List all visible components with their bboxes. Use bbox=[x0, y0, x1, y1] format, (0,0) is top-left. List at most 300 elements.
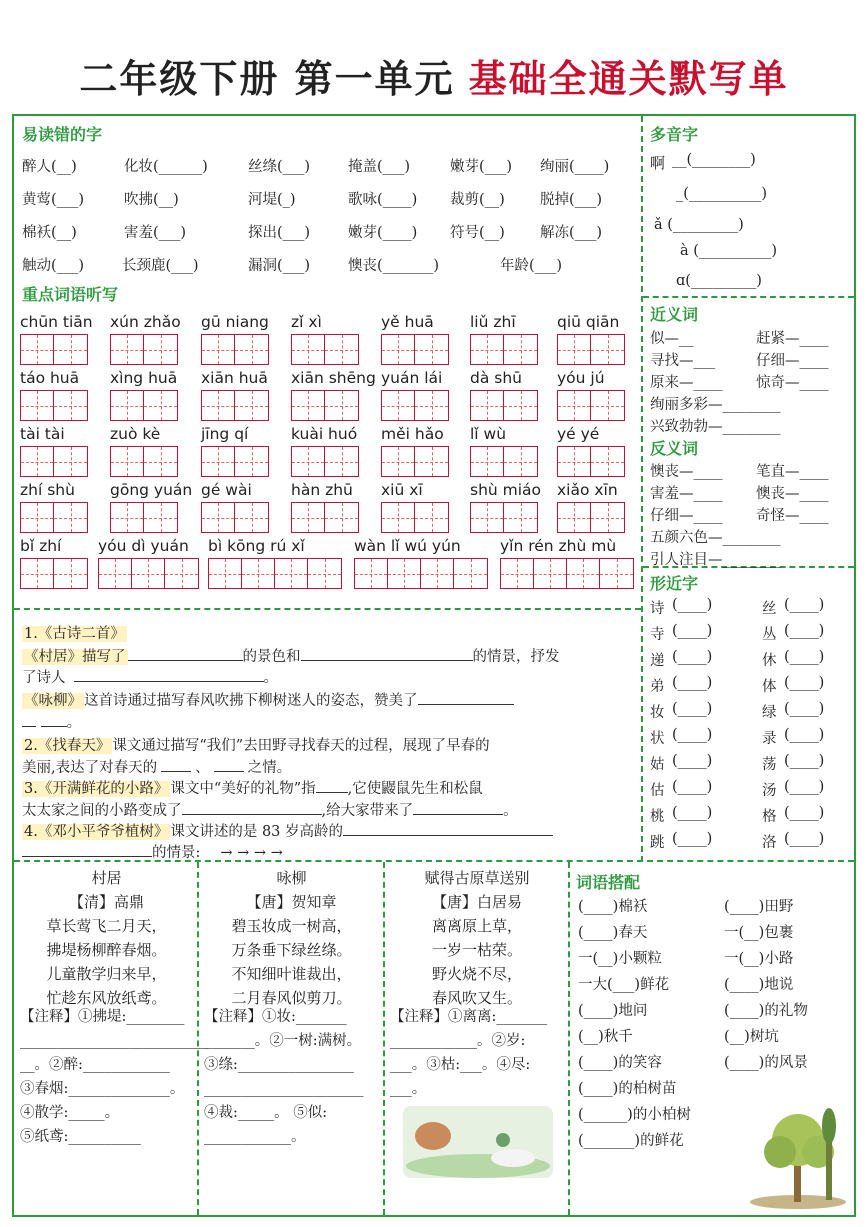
vocab-pinyin: bì kōng rú xǐ bbox=[208, 537, 305, 555]
similar-blank: (____) bbox=[672, 597, 713, 613]
vocab-grid bbox=[201, 334, 269, 365]
grid-cell[interactable] bbox=[111, 503, 144, 532]
poem-title: 村居 bbox=[91, 869, 122, 887]
vocab-pinyin: zǐ xì bbox=[291, 313, 322, 331]
grid-cell[interactable] bbox=[382, 391, 415, 420]
grid-cell[interactable] bbox=[504, 391, 537, 420]
collocate-item: (____)春天 bbox=[578, 925, 648, 941]
grid-cell[interactable] bbox=[471, 335, 504, 364]
poem-note: __________________________ bbox=[20, 1033, 209, 1049]
vocab-pinyin: jīng qí bbox=[201, 425, 249, 443]
vocab-grid bbox=[20, 558, 88, 589]
poem-line: 忙趁东风放纸鸢。 bbox=[46, 989, 167, 1007]
grid-cell[interactable] bbox=[591, 391, 624, 420]
poem-author: 【唐】白居易 bbox=[431, 893, 522, 911]
vocab-pinyin: xiǎo xīn bbox=[557, 481, 618, 499]
tree-illustration bbox=[748, 1102, 848, 1210]
similar-blank: (____) bbox=[784, 779, 825, 795]
easy-word: 嫩芽(____) bbox=[348, 225, 418, 241]
divider-poly bbox=[643, 296, 854, 298]
collocate-item: (______)的小柏树 bbox=[578, 1107, 691, 1123]
grid-cell[interactable] bbox=[144, 447, 177, 476]
easy-word: 长颈鹿(___) bbox=[122, 258, 199, 274]
easy-word: 吹拂(__) bbox=[124, 192, 179, 208]
vocab-grid bbox=[20, 334, 88, 365]
vocab-grid bbox=[201, 390, 269, 421]
similar-blank: (____) bbox=[672, 727, 713, 743]
similar-char: 估 bbox=[650, 783, 665, 799]
collocate-item: 一(__)包裹 bbox=[724, 925, 794, 941]
fill-line-1: 1.《古诗二首》 bbox=[24, 626, 125, 642]
vocab-pinyin: měi hǎo bbox=[381, 425, 444, 443]
vocab-grid bbox=[470, 390, 538, 421]
grid-cell[interactable] bbox=[99, 559, 132, 588]
grid-cell[interactable] bbox=[111, 447, 144, 476]
vocab-grid bbox=[381, 502, 449, 533]
similar-char: 录 bbox=[762, 731, 777, 747]
poem-line: 一岁一枯荣。 bbox=[431, 941, 522, 959]
easy-word: 黄莺(___) bbox=[22, 192, 85, 208]
vocab-grid bbox=[381, 334, 449, 365]
poly-reading: ǎ (_________) bbox=[654, 217, 744, 233]
ant-item: 奇怪—____ bbox=[756, 508, 829, 524]
grid-cell[interactable] bbox=[21, 503, 54, 532]
collocate-item: (____)的笑容 bbox=[578, 1055, 662, 1071]
grid-cell[interactable] bbox=[202, 391, 235, 420]
vocab-pinyin: xiū xī bbox=[381, 481, 423, 499]
easy-word: 棉袄(__) bbox=[22, 225, 77, 241]
easy-word: 探出(___) bbox=[248, 225, 311, 241]
ant-item: 害羞—____ bbox=[650, 486, 723, 502]
grid-cell[interactable] bbox=[325, 447, 358, 476]
fill-line-9: 太太家之间的小路变成了 ,给大家带来了 。 bbox=[22, 803, 518, 819]
vocab-grid bbox=[557, 502, 625, 533]
ant-item: 懊丧—____ bbox=[756, 486, 829, 502]
similar-char: 弟 bbox=[650, 679, 665, 695]
grid-cell[interactable] bbox=[54, 447, 87, 476]
grid-cell[interactable] bbox=[421, 559, 454, 588]
poem-title: 赋得古原草送别 bbox=[424, 869, 530, 887]
grid-cell[interactable] bbox=[504, 335, 537, 364]
vocab-grid bbox=[354, 558, 488, 589]
poly-reading: _(__________) bbox=[676, 186, 768, 202]
vocab-pinyin: yuán lái bbox=[381, 369, 443, 387]
vocab-grid bbox=[110, 390, 178, 421]
grid-cell[interactable] bbox=[209, 559, 242, 588]
poem-note: ______________________ bbox=[204, 1081, 364, 1097]
vocab-pinyin: tài tài bbox=[20, 425, 65, 443]
vocab-pinyin: yǐn rén zhù mù bbox=[500, 537, 617, 555]
easy-word: 河堤(_) bbox=[248, 192, 296, 208]
grid-cell[interactable] bbox=[21, 559, 54, 588]
grid-cell[interactable] bbox=[275, 559, 308, 588]
vocab-pinyin: yé yé bbox=[557, 425, 600, 443]
poem-line: 不知细叶谁裁出， bbox=[231, 965, 352, 983]
grid-cell[interactable] bbox=[235, 447, 268, 476]
grid-cell[interactable] bbox=[415, 447, 448, 476]
fill-line-8: 3.《开满鲜花的小路》 课文中“美好的礼物”指 ,它使鼹鼠先生和松鼠 bbox=[24, 781, 483, 797]
title-grade: 二年级下册 第一单元 bbox=[79, 57, 455, 101]
grid-cell[interactable] bbox=[591, 447, 624, 476]
fill-line-7: 美丽,表达了对春天的 、 之情。 bbox=[22, 760, 292, 776]
grid-cell[interactable] bbox=[21, 335, 54, 364]
fill-line-5: 。 bbox=[22, 711, 81, 732]
poem-note: 【注释】①妆:_______ bbox=[204, 1009, 347, 1025]
poem-note: ④裁:_____。 ⑤似: bbox=[204, 1105, 328, 1121]
easy-word: 触动(___) bbox=[22, 258, 85, 274]
poem-title: 咏柳 bbox=[276, 869, 307, 887]
collocate-item: (____)田野 bbox=[724, 899, 794, 915]
poem-line: 离离原上草， bbox=[431, 917, 522, 935]
poem-illustration bbox=[403, 1106, 553, 1178]
fill-line-3: 了诗人 。 bbox=[22, 670, 278, 686]
poem-line: 万条垂下绿丝绦。 bbox=[231, 941, 352, 959]
grid-cell[interactable] bbox=[325, 335, 358, 364]
similar-char: 汤 bbox=[762, 783, 777, 799]
grid-cell[interactable] bbox=[415, 503, 448, 532]
poem-note: ③春烟:______________。 bbox=[20, 1081, 185, 1097]
vocab-grid bbox=[291, 502, 359, 533]
collocate-item: (____)地说 bbox=[724, 977, 794, 993]
poly-char: 啊 bbox=[650, 154, 666, 172]
vocab-grid bbox=[201, 446, 269, 477]
vocab-pinyin: gū niang bbox=[201, 313, 269, 331]
similar-char: 丛 bbox=[762, 627, 777, 643]
grid-cell[interactable] bbox=[355, 559, 388, 588]
vocab-grid bbox=[470, 446, 538, 477]
vocab-grid bbox=[557, 390, 625, 421]
vocab-pinyin: yóu dì yuán bbox=[98, 537, 189, 555]
page-title bbox=[0, 48, 868, 103]
vocab-pinyin: shù miáo bbox=[470, 481, 542, 499]
grid-cell[interactable] bbox=[292, 447, 325, 476]
poem-note: ⑤纸鸢:__________ bbox=[20, 1129, 141, 1145]
similar-char: 洛 bbox=[762, 835, 777, 851]
vocab-pinyin: chūn tiān bbox=[20, 313, 93, 331]
fill-line-10: 4.《邓小平爷爷植树》 课文讲述的是 83 岁高龄的 bbox=[22, 820, 553, 841]
divider-poem3 bbox=[568, 862, 570, 1215]
collocate-item: (____)的礼物 bbox=[724, 1003, 808, 1019]
fill-line-2: 《村居》描写了 的景色和 的情景，抒发 bbox=[24, 649, 560, 665]
vocab-pinyin: xún zhǎo bbox=[110, 313, 181, 331]
grid-cell[interactable] bbox=[165, 559, 198, 588]
poem-note: ___。 bbox=[390, 1081, 427, 1097]
easy-word: 裁剪(__) bbox=[450, 192, 505, 208]
section-heading-antonym: 反义词 bbox=[650, 439, 699, 458]
poem-note: ____________。②岁: bbox=[390, 1033, 526, 1049]
grid-cell[interactable] bbox=[415, 335, 448, 364]
grid-cell[interactable] bbox=[21, 447, 54, 476]
similar-char: 桃 bbox=[650, 809, 665, 825]
vocab-grid bbox=[291, 390, 359, 421]
vocab-pinyin: táo huā bbox=[20, 369, 80, 387]
ant-long-item: 五颜六色—________ bbox=[650, 530, 781, 546]
vocab-grid bbox=[291, 334, 359, 365]
vocab-grid bbox=[20, 446, 88, 477]
similar-blank: (____) bbox=[672, 623, 713, 639]
vocab-pinyin: xiān shēng bbox=[291, 369, 376, 387]
syn-item: 原来—____ bbox=[650, 375, 723, 391]
similar-char: 格 bbox=[762, 809, 777, 825]
ant-item: 仔细—____ bbox=[650, 508, 723, 524]
poem-line: 拂堤杨柳醉春烟。 bbox=[46, 941, 167, 959]
grid-cell[interactable] bbox=[54, 335, 87, 364]
similar-blank: (____) bbox=[672, 753, 713, 769]
grid-cell[interactable] bbox=[591, 503, 624, 532]
section-heading-synonym: 近义词 bbox=[650, 305, 699, 324]
grid-cell[interactable] bbox=[382, 335, 415, 364]
poly-reading: __(________) bbox=[672, 152, 756, 168]
vocab-pinyin: zuò kè bbox=[110, 425, 161, 443]
similar-char: 妆 bbox=[650, 705, 665, 721]
grid-cell[interactable] bbox=[558, 503, 591, 532]
easy-word: 符号(__) bbox=[450, 225, 505, 241]
similar-blank: (____) bbox=[784, 623, 825, 639]
grid-cell[interactable] bbox=[21, 391, 54, 420]
similar-blank: (____) bbox=[672, 831, 713, 847]
vocab-grid bbox=[291, 446, 359, 477]
similar-blank: (____) bbox=[784, 675, 825, 691]
easy-word: 漏洞(___) bbox=[248, 258, 311, 274]
poem-line: 碧玉妆成一树高， bbox=[231, 917, 352, 935]
grid-cell[interactable] bbox=[600, 559, 633, 588]
grid-cell[interactable] bbox=[501, 559, 534, 588]
poem-note: 【注释】①拂堤:________ bbox=[20, 1009, 185, 1025]
grid-cell[interactable] bbox=[382, 447, 415, 476]
vocab-pinyin: bǐ zhí bbox=[20, 537, 62, 555]
vocab-grid bbox=[110, 334, 178, 365]
grid-cell[interactable] bbox=[235, 335, 268, 364]
similar-blank: (____) bbox=[672, 649, 713, 665]
vocab-grid bbox=[20, 502, 88, 533]
grid-cell[interactable] bbox=[242, 559, 275, 588]
poem-note: 【注释】①离离:_______ bbox=[390, 1009, 548, 1025]
similar-char: 绿 bbox=[762, 705, 777, 721]
easy-word: 年龄(___) bbox=[500, 258, 563, 274]
vocab-pinyin: liǔ zhī bbox=[470, 313, 516, 331]
grid-cell[interactable] bbox=[325, 503, 358, 532]
similar-char: 体 bbox=[762, 679, 777, 695]
poly-reading: ɑ(_________) bbox=[676, 273, 762, 289]
similar-blank: (____) bbox=[672, 805, 713, 821]
similar-char: 跳 bbox=[650, 835, 665, 851]
collocate-item: (_______)的鲜花 bbox=[578, 1133, 684, 1149]
section-heading-similar: 形近字 bbox=[650, 574, 699, 593]
easy-word: 丝绦(___) bbox=[248, 159, 311, 175]
poem-note: ④散学:_____。 bbox=[20, 1105, 120, 1121]
grid-cell[interactable] bbox=[471, 447, 504, 476]
grid-cell[interactable] bbox=[144, 391, 177, 420]
grid-cell[interactable] bbox=[591, 335, 624, 364]
vocab-grid bbox=[381, 390, 449, 421]
collocate-item: (____)棉袄 bbox=[578, 899, 648, 915]
syn-long-item: 绚丽多彩—________ bbox=[650, 397, 781, 413]
grid-cell[interactable] bbox=[202, 335, 235, 364]
poem-line: 草长莺飞二月天， bbox=[46, 917, 167, 935]
grid-cell[interactable] bbox=[54, 391, 87, 420]
similar-char: 休 bbox=[762, 653, 777, 669]
similar-blank: (____) bbox=[784, 701, 825, 717]
vocab-grid bbox=[381, 446, 449, 477]
section-heading-collocate: 词语搭配 bbox=[576, 873, 641, 892]
grid-cell[interactable] bbox=[308, 559, 341, 588]
divider-fill-top bbox=[14, 608, 641, 610]
ant-item: 笔直—____ bbox=[756, 464, 829, 480]
section-heading-vocab: 重点词语听写 bbox=[22, 285, 119, 304]
vocab-pinyin: kuài huó bbox=[291, 425, 358, 443]
similar-char: 丝 bbox=[762, 601, 777, 617]
similar-char: 诗 bbox=[650, 601, 665, 617]
similar-blank: (____) bbox=[672, 701, 713, 717]
collocate-item: (__)秋千 bbox=[578, 1029, 633, 1045]
grid-cell[interactable] bbox=[415, 391, 448, 420]
grid-cell[interactable] bbox=[132, 559, 165, 588]
easy-word: 醉人(__) bbox=[22, 159, 77, 175]
poem-note: __。②醉:____________ bbox=[20, 1057, 170, 1073]
easy-word: 解冻(___) bbox=[540, 225, 603, 241]
poem-line: 二月春风似剪刀。 bbox=[231, 989, 352, 1007]
similar-blank: (____) bbox=[784, 831, 825, 847]
easy-word: 化妆(______) bbox=[124, 159, 208, 175]
grid-cell[interactable] bbox=[471, 391, 504, 420]
easy-word: 脱掉(___) bbox=[540, 192, 603, 208]
section-heading-easy: 易读错的字 bbox=[22, 125, 103, 144]
similar-blank: (____) bbox=[784, 805, 825, 821]
poem-line: 春风吹又生。 bbox=[431, 989, 522, 1007]
poem-note: ___。③枯:___。④尽: bbox=[390, 1057, 531, 1073]
poem-note: ____________。 bbox=[204, 1129, 306, 1145]
similar-blank: (____) bbox=[784, 753, 825, 769]
grid-cell[interactable] bbox=[144, 335, 177, 364]
vocab-pinyin: zhí shù bbox=[20, 481, 75, 499]
easy-word: 害羞(___) bbox=[124, 225, 187, 241]
similar-blank: (____) bbox=[672, 675, 713, 691]
grid-cell[interactable] bbox=[54, 559, 87, 588]
section-heading-poly: 多音字 bbox=[650, 125, 699, 144]
syn-item: 仔细—____ bbox=[756, 353, 829, 369]
ant-item: 懊丧—____ bbox=[650, 464, 723, 480]
grid-cell[interactable] bbox=[202, 447, 235, 476]
easy-word: 懊丧(_______) bbox=[348, 258, 440, 274]
grid-cell[interactable] bbox=[325, 391, 358, 420]
grid-cell[interactable] bbox=[388, 559, 421, 588]
poem-line: 野火烧不尽， bbox=[431, 965, 522, 983]
vocab-grid bbox=[201, 502, 269, 533]
vocab-grid bbox=[20, 390, 88, 421]
grid-cell[interactable] bbox=[111, 391, 144, 420]
syn-long-item: 兴致勃勃—________ bbox=[650, 419, 781, 435]
grid-cell[interactable] bbox=[202, 503, 235, 532]
fill-line-6: 2.《找春天》 课文通过描写“我们”去田野寻找春天的过程，展现了早春的 bbox=[24, 738, 490, 754]
similar-char: 递 bbox=[650, 653, 665, 669]
grid-cell[interactable] bbox=[454, 559, 487, 588]
syn-item: 寻找—___ bbox=[650, 353, 716, 369]
grid-cell[interactable] bbox=[235, 503, 268, 532]
similar-char: 寺 bbox=[650, 627, 665, 643]
collocate-item: (____)地问 bbox=[578, 1003, 648, 1019]
vocab-grid bbox=[110, 446, 178, 477]
grid-cell[interactable] bbox=[504, 503, 537, 532]
vocab-grid bbox=[208, 558, 342, 589]
vocab-pinyin: yě huā bbox=[381, 313, 434, 331]
similar-blank: (____) bbox=[784, 649, 825, 665]
vocab-pinyin: gōng yuán bbox=[110, 481, 193, 499]
vocab-pinyin: dà shū bbox=[470, 369, 522, 387]
collocate-item: (____)的风景 bbox=[724, 1055, 808, 1071]
grid-cell[interactable] bbox=[558, 391, 591, 420]
easy-word: 掩盖(___) bbox=[348, 159, 411, 175]
poem-author: 【清】高鼎 bbox=[68, 893, 144, 911]
grid-cell[interactable] bbox=[558, 447, 591, 476]
vocab-pinyin: xiān huā bbox=[201, 369, 268, 387]
collocate-item: (__)树坑 bbox=[724, 1029, 779, 1045]
syn-item: 惊奇—____ bbox=[756, 375, 829, 391]
similar-blank: (____) bbox=[784, 727, 825, 743]
grid-cell[interactable] bbox=[54, 503, 87, 532]
syn-item: 赶紧—____ bbox=[756, 331, 829, 347]
vocab-grid bbox=[557, 446, 625, 477]
vocab-grid bbox=[500, 558, 634, 589]
collocate-item: 一(__)小颗粒 bbox=[578, 951, 662, 967]
grid-cell[interactable] bbox=[504, 447, 537, 476]
poem-line: 儿童散学归来早， bbox=[46, 965, 167, 983]
poem-author: 【唐】贺知章 bbox=[246, 893, 337, 911]
collocate-item: 一大(___)鲜花 bbox=[578, 977, 670, 993]
vocab-pinyin: yóu jú bbox=[557, 369, 605, 387]
fill-line-11: 的情景: → → → → bbox=[22, 841, 283, 862]
poem-note: ③绦:________________ bbox=[204, 1057, 354, 1073]
vocab-pinyin: lǐ wù bbox=[470, 425, 507, 443]
grid-cell[interactable] bbox=[292, 335, 325, 364]
easy-word: 绚丽(____) bbox=[540, 159, 610, 175]
poly-reading: à (__________) bbox=[680, 243, 778, 259]
collocate-item: 一(__)小路 bbox=[724, 951, 794, 967]
vocab-grid bbox=[557, 334, 625, 365]
syn-item: 似—__ bbox=[650, 331, 694, 347]
grid-cell[interactable] bbox=[558, 335, 591, 364]
vocab-pinyin: hàn zhū bbox=[291, 481, 353, 499]
grid-cell[interactable] bbox=[382, 503, 415, 532]
grid-cell[interactable] bbox=[567, 559, 600, 588]
similar-char: 荡 bbox=[762, 757, 777, 773]
grid-cell[interactable] bbox=[292, 391, 325, 420]
vocab-pinyin: qiū qiān bbox=[557, 313, 620, 331]
grid-cell[interactable] bbox=[235, 391, 268, 420]
divider-poem2 bbox=[383, 862, 385, 1215]
easy-word: 嫩芽(___) bbox=[450, 159, 513, 175]
poem-note: _______。②一树:满树。 bbox=[204, 1033, 362, 1049]
vocab-grid bbox=[110, 502, 178, 533]
vocab-pinyin: gé wài bbox=[201, 481, 252, 499]
title-worksheet: 基础全通关默写单 bbox=[468, 57, 789, 101]
vocab-grid bbox=[98, 558, 199, 589]
ant-long-item: 引人注目—________ bbox=[650, 552, 781, 568]
vocab-grid bbox=[470, 334, 538, 365]
grid-cell[interactable] bbox=[111, 335, 144, 364]
similar-blank: (____) bbox=[784, 597, 825, 613]
vocab-pinyin: wàn lǐ wú yún bbox=[354, 537, 461, 555]
fill-line-4: 《咏柳》 这首诗通过描写春风吹拂下柳树迷人的姿态，赞美了 bbox=[22, 689, 514, 710]
collocate-item: (____)的柏树苗 bbox=[578, 1081, 677, 1097]
grid-cell[interactable] bbox=[144, 503, 177, 532]
grid-cell[interactable] bbox=[292, 503, 325, 532]
divider-right-column bbox=[641, 116, 643, 862]
similar-blank: (____) bbox=[672, 779, 713, 795]
similar-char: 状 bbox=[650, 731, 665, 747]
grid-cell[interactable] bbox=[471, 503, 504, 532]
grid-cell[interactable] bbox=[534, 559, 567, 588]
vocab-pinyin: xìng huā bbox=[110, 369, 178, 387]
